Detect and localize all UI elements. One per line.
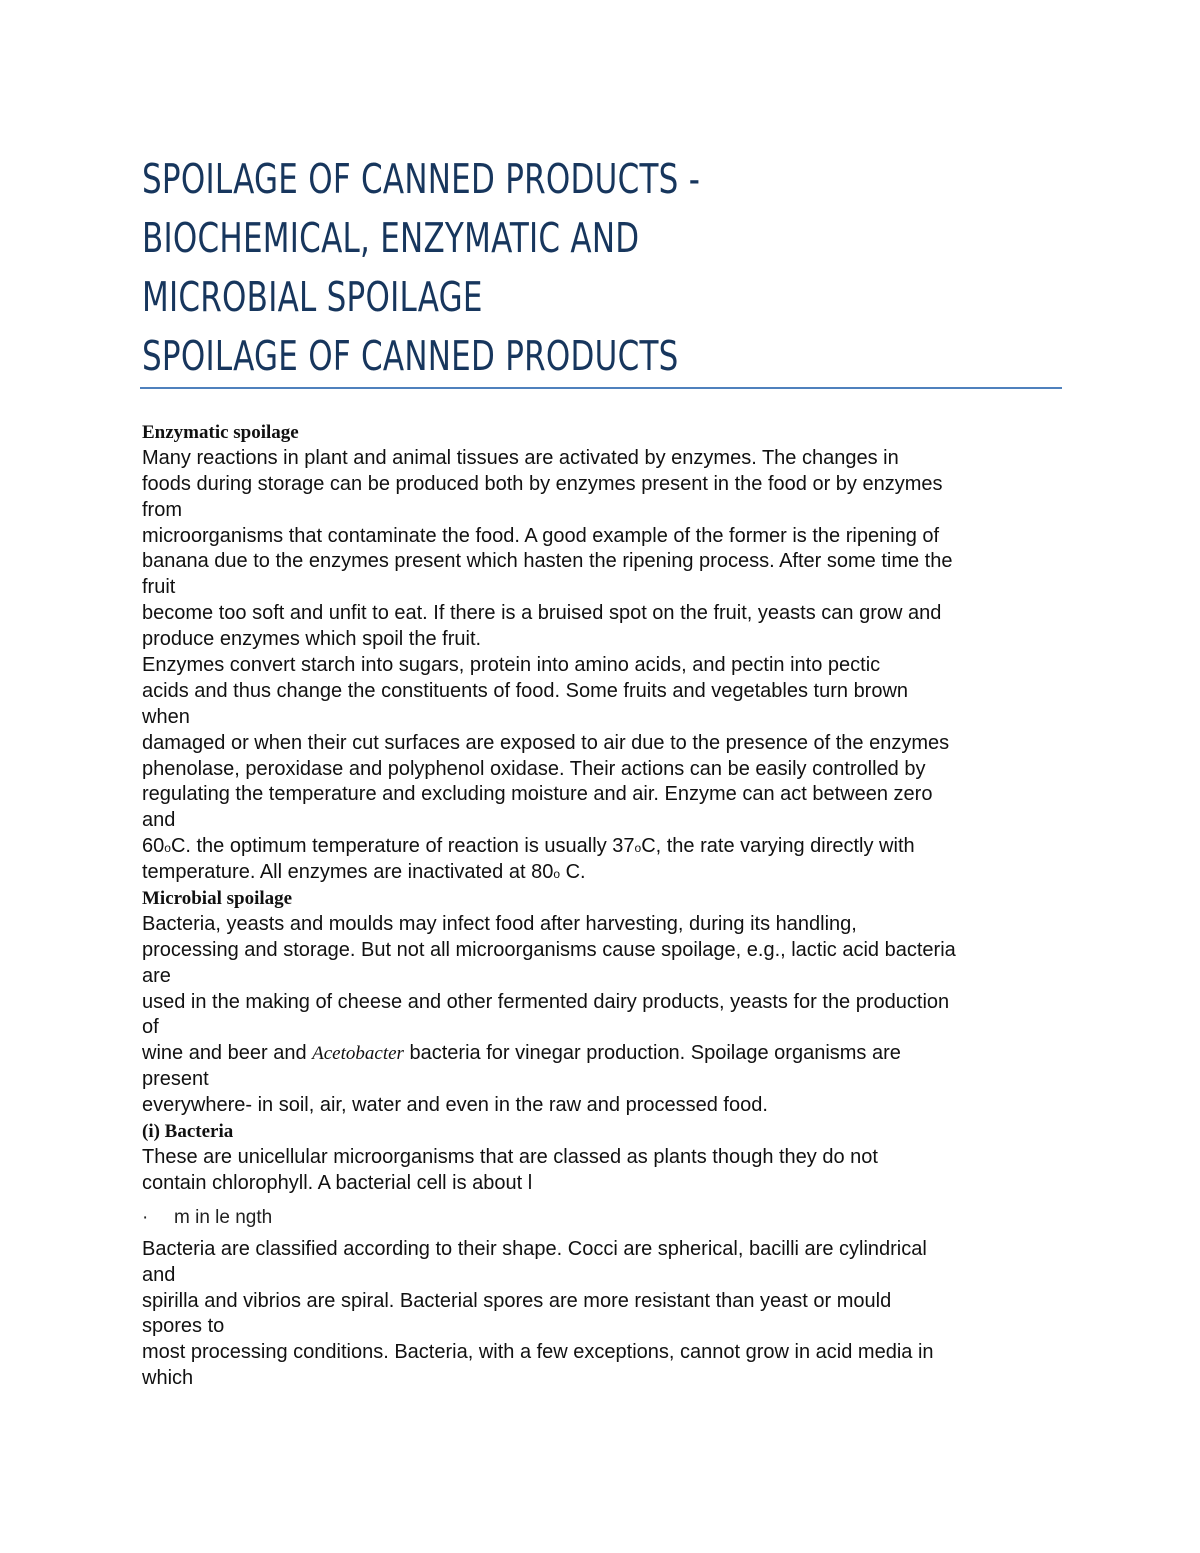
title-line: MICROBIAL SPOILAGE <box>142 273 483 321</box>
paragraph-line: of <box>142 1016 159 1039</box>
line-text: bacteria for vinegar production. Spoilage organisms are <box>403 1042 901 1065</box>
paragraph-line: which <box>142 1367 194 1390</box>
title-underline-divider <box>140 387 1062 389</box>
title-line: SPOILAGE OF CANNED PRODUCTS <box>142 332 679 380</box>
section-heading-microbial: Microbial spoilage <box>142 888 293 910</box>
section-heading-bacteria: (i) Bacteria <box>142 1121 234 1143</box>
title-line: BIOCHEMICAL, ENZYMATIC AND <box>142 214 640 262</box>
paragraph-line: damaged or when their cut surfaces are exposed to air due to the presence of the enzymes <box>142 731 950 754</box>
paragraph-line: from <box>142 498 182 521</box>
paragraph-line: Bacteria are classified according to their shape. Cocci are spherical, bacilli are cylindrical <box>142 1237 927 1260</box>
paragraph-line: and <box>142 809 176 832</box>
title-line: SPOILAGE OF CANNED PRODUCTS - <box>142 155 701 203</box>
micro-symbol: · <box>142 1206 149 1228</box>
unit-line <box>142 1197 1067 1237</box>
paragraph-line: spirilla and vibrios are spiral. Bacterial spores are more resistant than yeast or mould <box>142 1289 892 1312</box>
paragraph-line: regulating the temperature and excluding moisture and air. Enzyme can act between zero <box>142 783 933 806</box>
line-text: wine and beer and <box>142 1042 313 1065</box>
paragraph-line: fruit <box>142 576 176 599</box>
temp-text: C, the rate varying directly with <box>641 835 915 858</box>
paragraph-line: produce enzymes which spoil the fruit. <box>142 628 482 651</box>
temp-text: temperature. All enzymes are inactivated at 80 <box>142 861 554 884</box>
paragraph-line: These are unicellular microorganisms that are classed as plants though they do not <box>142 1145 878 1168</box>
paragraph-line: and <box>142 1263 176 1286</box>
paragraph-line: when <box>142 705 190 728</box>
paragraph-line: acids and thus change the constituents of food. Some fruits and vegetables turn brown <box>142 679 909 702</box>
temp-text: C. <box>560 861 586 884</box>
paragraph-line: Bacteria, yeasts and moulds may infect food after harvesting, during its handling, <box>142 912 857 935</box>
paragraph-line: used in the making of cheese and other fermented dairy products, yeasts for the production <box>142 990 950 1013</box>
temperature-line <box>142 860 1067 886</box>
document-title <box>142 150 1062 386</box>
paragraph-line: Many reactions in plant and animal tissues are activated by enzymes. The changes in <box>142 446 899 469</box>
paragraph-line: banana due to the enzymes present which hasten the ripening process. After some time the <box>142 550 953 573</box>
document-body <box>142 420 1067 1392</box>
genus-name-italic: Acetobacter <box>312 1043 404 1065</box>
paragraph-line: contain chlorophyll. A bacterial cell is about l <box>142 1171 533 1194</box>
degree-mark: o <box>553 867 561 882</box>
paragraph-line: most processing conditions. Bacteria, with a few exceptions, cannot grow in acid media in <box>142 1341 934 1364</box>
paragraph-line: Enzymes convert starch into sugars, protein into amino acids, and pectin into pectic <box>142 654 881 677</box>
paragraph-line: are <box>142 964 171 987</box>
paragraph-line: present <box>142 1068 209 1091</box>
unit-text: m in le ngth <box>174 1206 273 1228</box>
paragraph-line: foods during storage can be produced both by enzymes present in the food or by enzymes <box>142 472 943 495</box>
temp-text: 60 <box>142 835 165 858</box>
paragraph-line: spores to <box>142 1315 225 1338</box>
paragraph-line: microorganisms that contaminate the food. A good example of the former is the ripening of <box>142 524 940 547</box>
paragraph-line: processing and storage. But not all microorganisms cause spoilage, e.g., lactic acid bacteria <box>142 938 956 961</box>
paragraph-line-with-italic <box>142 1041 1067 1067</box>
degree-mark: o <box>634 841 642 856</box>
degree-mark: o <box>164 841 171 856</box>
temperature-line <box>142 834 1067 860</box>
paragraph-line: phenolase, peroxidase and polyphenol oxidase. Their actions can be easily controlled by <box>142 757 926 780</box>
section-heading-enzymatic: Enzymatic spoilage <box>142 422 299 443</box>
paragraph-line: become too soft and unfit to eat. If there is a bruised spot on the fruit, yeasts can grow and <box>142 602 942 625</box>
temp-text: C. the optimum temperature of reaction is usually 37 <box>170 835 635 858</box>
paragraph-line: everywhere- in soil, air, water and even in the raw and processed food. <box>142 1094 768 1117</box>
